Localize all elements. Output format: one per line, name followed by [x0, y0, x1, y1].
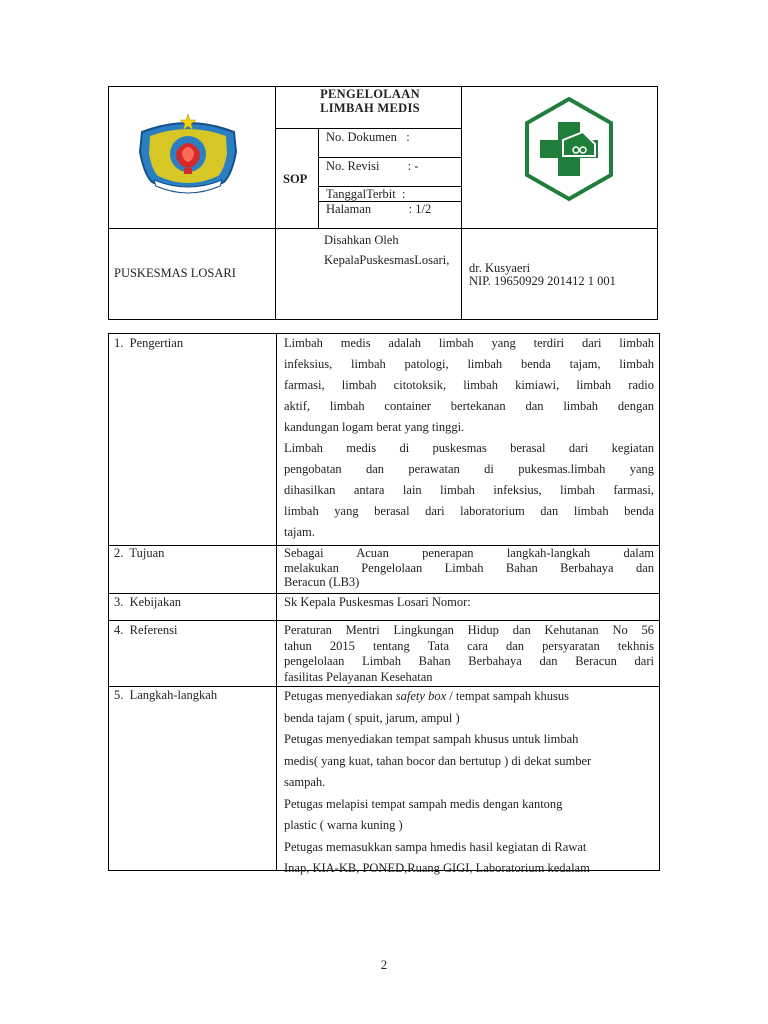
header-divider	[318, 157, 461, 158]
approval-line: Disahkan Oleh	[324, 233, 399, 247]
puskesmas-health-logo	[523, 96, 615, 202]
step-line: Petugas menyediakan safety box / tempat sampah khusus	[284, 689, 570, 703]
tanggal-terbit: TanggalTerbit :	[326, 187, 406, 201]
signer-block	[469, 262, 616, 288]
no-revisi: No. Revisi : -	[326, 159, 419, 173]
header-divider	[461, 86, 462, 320]
signer-nip: NIP. 19650929 201412 1 001	[469, 274, 616, 288]
row-content-kebijakan: Sk Kepala Puskesmas Losari Nomor:	[284, 595, 471, 609]
row-content-pengertian: Limbah medis adalah limbah yang terdiri dari limbah infeksius, limbah patologi, limbah benda tajam, limbah farmasi, limbah citotoksik, limbah kimiawi, limbah radio aktif, limbah container bertekanan dan limbah dengan kandungan logam berat yang tinggi. Limbah medis di puskesmas berasal dari kegiatan pengobatan dan perawatan di pukesmas.limbah yang dihasilkan antara lain limbah infeksius, limbah farmasi, limbah yang berasal dari laboratorium dan limbah benda tajam.	[284, 336, 654, 539]
table-divider	[108, 593, 660, 594]
page-number: 2	[380, 958, 388, 972]
document-title: PENGELOLAAN LIMBAH MEDIS	[320, 87, 420, 115]
row-content-tujuan: Sebagai Acuan penerapan langkah-langkah dalam melakukan Pengelolaan Limbah Bahan Berbahaya dan Beracun (LB3)	[284, 546, 654, 589]
halaman: Halaman : 1/2	[326, 202, 432, 216]
row-label-pengertian: 1. Pengertian	[114, 336, 184, 350]
no-dokumen: No. Dokumen :	[326, 130, 410, 144]
approval-line: KepalaPuskesmasLosari,	[324, 253, 450, 267]
header-divider	[108, 228, 658, 229]
header-divider	[318, 128, 319, 228]
row-label-kebijakan: 3. Kebijakan	[114, 595, 181, 609]
approval-block	[324, 230, 449, 270]
org-name: PUSKESMAS LOSARI	[114, 266, 236, 280]
regional-emblem-logo	[134, 112, 242, 198]
row-label-referensi: 4. Referensi	[114, 623, 178, 637]
sop-label: SOP	[283, 172, 308, 186]
header-divider	[275, 128, 461, 129]
signer-name: dr. Kusyaeri	[469, 261, 531, 275]
table-divider	[108, 620, 660, 621]
header-divider	[275, 86, 276, 320]
table-divider	[276, 333, 277, 871]
row-label-tujuan: 2. Tujuan	[114, 546, 165, 560]
row-content-langkah: Petugas menyediakan safety box / tempat sampah khusus benda tajam ( spuit, jarum, ampul ) Petugas menyediakan tempat sampah khusus untuk limbah medis( yang kuat, tahan bocor dan bertutup ) di dekat sumber sampah. Petugas melapisi tempat sampah medis dengan kantong plastic ( warna kuning ) Petugas memasukkan sampa hmedis hasil kegiatan di Rawat Inap, KIA-KB, PONED,Ruang GIGI, Laboratorium kedalam	[284, 686, 654, 880]
row-label-langkah: 5. Langkah-langkah	[114, 688, 218, 702]
row-content-referensi: Peraturan Mentri Lingkungan Hidup dan Kehutanan No 56 tahun 2015 tentang Tata cara dan persyaratan tekhnis pengelolaan Limbah Bahan Berbahaya dan Beracun dari fasilitas Pelayanan Kesehatan	[284, 623, 654, 684]
